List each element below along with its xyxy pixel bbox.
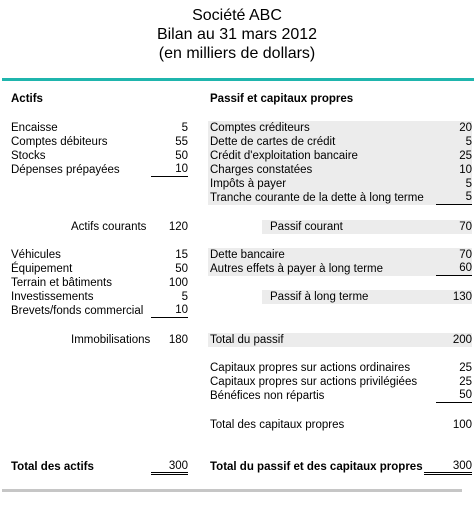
asset-value: 50 <box>175 150 188 162</box>
liability-row <box>208 191 472 205</box>
liability-label: Dette bancaire <box>210 249 285 261</box>
subtotal-row <box>208 418 472 432</box>
asset-value: 10 <box>151 304 188 318</box>
liability-value: 70 <box>459 249 472 261</box>
asset-row <box>11 290 188 304</box>
asset-value: 100 <box>168 277 188 289</box>
liability-label: Autres effets à payer à long terme <box>210 263 384 275</box>
equity-label: Capitaux propres sur actions ordinaires <box>210 362 411 374</box>
asset-label: Comptes débiteurs <box>11 136 108 148</box>
asset-label: Brevets/fonds commercial <box>11 305 144 317</box>
total-label: Total des actifs <box>11 461 94 473</box>
total-row <box>208 460 472 474</box>
liability-row <box>208 177 472 191</box>
liability-value: 5 <box>465 136 472 148</box>
subtotal-row <box>11 220 188 234</box>
company-name: Société ABC <box>192 7 282 24</box>
subtotal-row <box>262 290 472 304</box>
subtotal-value: 200 <box>452 334 472 346</box>
asset-row <box>11 248 188 262</box>
liability-row <box>208 121 472 135</box>
liability-row <box>208 163 472 177</box>
header-divider <box>2 78 474 81</box>
equity-value: 25 <box>459 362 472 374</box>
subtotal-row <box>208 333 472 347</box>
asset-row <box>11 262 188 276</box>
liability-label: Charges constatées <box>210 164 313 176</box>
units-note: (en milliers de dollars) <box>158 45 316 62</box>
asset-value: 5 <box>181 122 188 134</box>
subtotal-value: 70 <box>459 221 472 233</box>
asset-label: Équipement <box>11 263 73 275</box>
total-value: 300 <box>151 460 188 475</box>
asset-label: Véhicules <box>11 249 61 261</box>
asset-label: Terrain et bâtiments <box>11 277 112 289</box>
asset-row <box>11 149 188 163</box>
liability-value: 60 <box>436 262 472 276</box>
asset-row <box>11 304 188 318</box>
equity-row <box>208 361 472 375</box>
liability-value: 25 <box>459 150 472 162</box>
asset-value: 55 <box>175 136 188 148</box>
liability-row <box>208 135 472 149</box>
equity-row <box>208 375 472 389</box>
subtotal-label: Passif courant <box>270 221 343 233</box>
liability-label: Impôts à payer <box>210 178 287 190</box>
asset-value: 50 <box>175 263 188 275</box>
total-row <box>11 460 188 474</box>
subtotal-label: Immobilisations <box>71 334 151 346</box>
liability-row <box>208 262 472 276</box>
subtotal-label: Total du passif <box>210 334 284 346</box>
asset-label: Dépenses prépayées <box>11 164 120 176</box>
liability-value: 5 <box>465 178 472 190</box>
liability-row <box>208 248 472 262</box>
footer-divider <box>2 489 462 492</box>
liability-value: 10 <box>459 164 472 176</box>
asset-label: Stocks <box>11 150 46 162</box>
subtotal-value: 100 <box>452 419 472 431</box>
liability-value: 20 <box>459 122 472 134</box>
asset-label: Encaisse <box>11 122 58 134</box>
asset-row <box>11 276 188 290</box>
total-label: Total du passif et des capitaux propres <box>210 461 423 473</box>
equity-value: 50 <box>436 389 472 403</box>
liability-row <box>208 149 472 163</box>
equity-value: 25 <box>459 376 472 388</box>
asset-value: 15 <box>175 249 188 261</box>
subtotal-value: 120 <box>168 221 188 233</box>
subtotal-label: Passif à long terme <box>270 291 369 303</box>
liability-label: Crédit d'exploitation bancaire <box>210 150 358 162</box>
equity-row <box>208 389 472 403</box>
statement-title: Bilan au 31 mars 2012 <box>156 26 318 43</box>
equity-label: Capitaux propres sur actions privilégiées <box>210 376 418 388</box>
asset-label: Investissements <box>11 291 94 303</box>
equity-label: Bénéfices non répartis <box>210 390 325 402</box>
subtotal-label: Actifs courants <box>71 221 147 233</box>
asset-value: 5 <box>181 291 188 303</box>
asset-row <box>11 121 188 135</box>
subtotal-row <box>262 220 472 234</box>
document-title <box>0 6 474 63</box>
asset-row <box>11 163 188 177</box>
subtotal-row <box>11 333 188 347</box>
liabilities-heading: Passif et capitaux propres <box>210 93 354 105</box>
liability-label: Dette de cartes de crédit <box>210 136 336 148</box>
subtotal-value: 180 <box>168 334 188 346</box>
liability-label: Tranche courante de la dette à long terme <box>210 192 424 204</box>
liability-value: 5 <box>436 191 472 205</box>
assets-heading: Actifs <box>11 93 43 105</box>
total-value: 300 <box>424 460 472 475</box>
subtotal-label: Total des capitaux propres <box>210 419 345 431</box>
asset-value: 10 <box>151 163 188 177</box>
asset-row <box>11 135 188 149</box>
liability-label: Comptes créditeurs <box>210 122 310 134</box>
subtotal-value: 130 <box>452 291 472 303</box>
